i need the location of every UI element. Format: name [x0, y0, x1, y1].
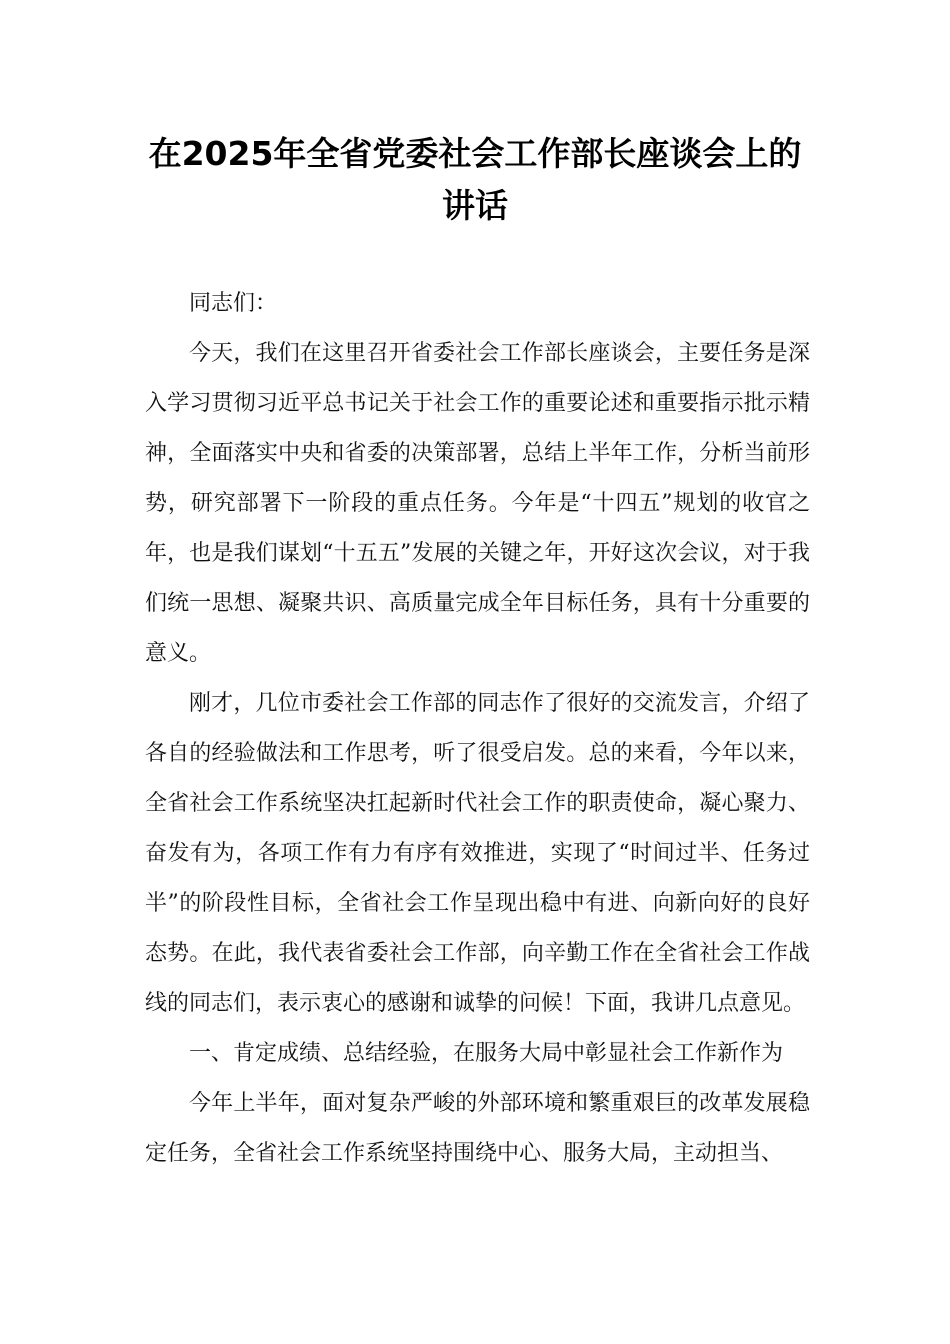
paragraph-intro: 今天，我们在这里召开省委社会工作部长座谈会，主要任务是深入学习贯彻习近平总书记关于社会工作的重要论述和重要指示批示精神，全面落实中央和省委的决策部署，总结上半年工作，分析当前形势，研究部署下一阶段的重点任务。今年是“十四五”规划的收官之年，也是我们谋划“十五五”发展的关键之年，开好这次会议，对于我们统一思想、凝聚共识、高质量完成全年目标任务，具有十分重要的意义。	[145, 341, 810, 666]
paragraph-review: 刚才，几位市委社会工作部的同志作了很好的交流发言，介绍了各自的经验做法和工作思考，听了很受启发。总的来看，今年以来，全省社会工作系统坚决扛起新时代社会工作的职责使命，凝心聚力、奋发有为，各项工作有力有序有效推进，实现了“时间过半、任务过半”的阶段性目标，全省社会工作呈现出稳中有进、向新向好的良好态势。在此，我代表省委社会工作部，向辛勤工作在全省社会工作战线的同志们，表示衷心的感谢和诚挚的问候！下面，我讲几点意见。	[145, 691, 810, 1016]
greeting: 同志们：	[189, 291, 278, 316]
document-body	[145, 279, 810, 1179]
paragraph-section-1: 今年上半年，面对复杂严峻的外部环境和繁重艰巨的改革发展稳定任务，全省社会工作系统坚持围绕中心、服务大局，主动担当、	[145, 1091, 810, 1166]
document-title: 在2025年全省党委社会工作部长座谈会上的讲话	[148, 134, 802, 225]
section-heading-1: 一、肯定成绩、总结经验，在服务大局中彰显社会工作新作为	[189, 1041, 784, 1066]
